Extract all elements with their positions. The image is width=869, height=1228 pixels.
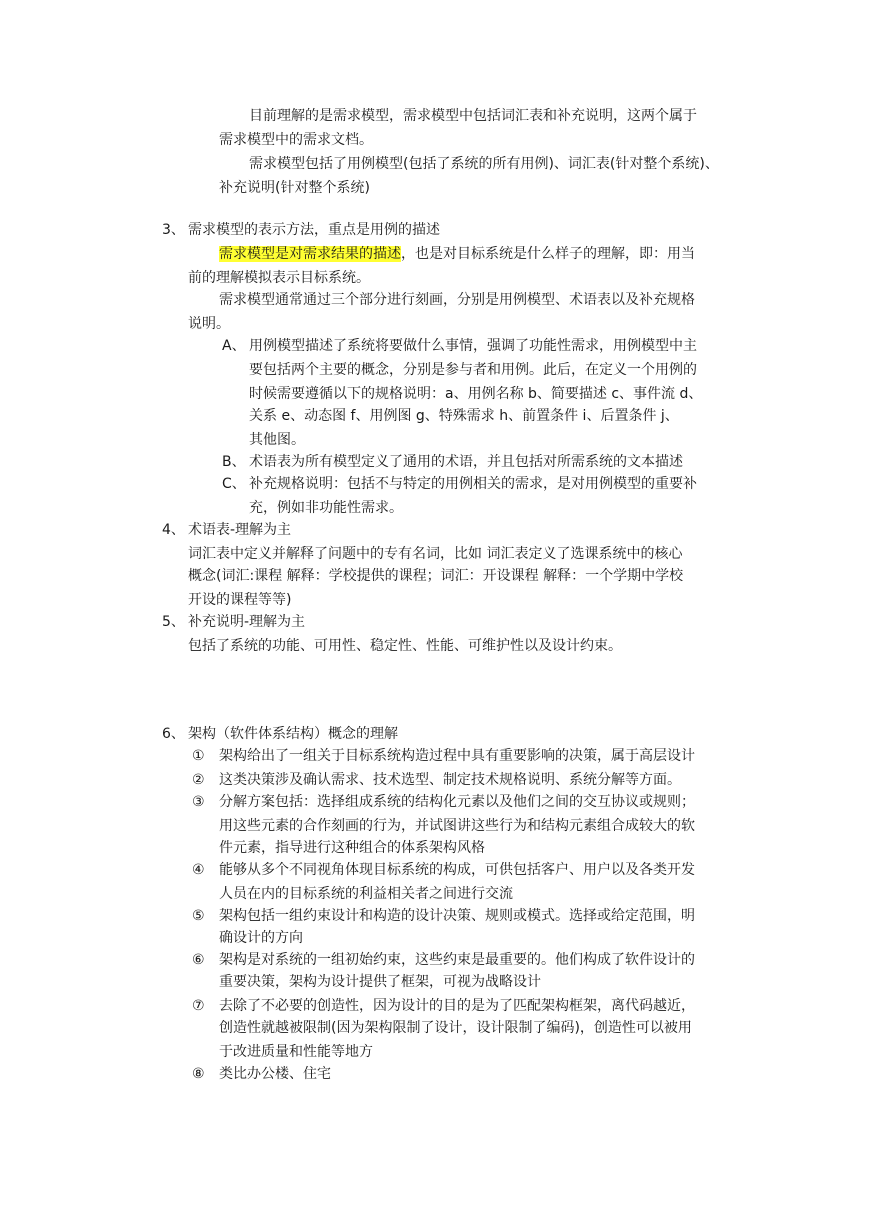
arch-item-line: 创造性就越被限制(因为架构限制了设计，设计限制了编码)，创造性可以被用 [219,1020,692,1036]
section-4-title: 术语表-理解为主 [188,522,292,538]
list-label-b: B、 [222,454,246,470]
section-3-number: 3、 [162,222,185,238]
list-marker-5: ⑤ [192,908,205,924]
arch-item-line: 这类决策涉及确认需求、技术选型、制定技术规格说明、系统分解等方面。 [219,772,681,788]
section-3-title: 需求模型的表示方法，重点是用例的描述 [188,222,440,238]
arch-item-line: 架构是对系统的一组初始约束，这些约束是最重要的。他们构成了软件设计的 [219,952,695,968]
arch-item-line: 用这些元素的合作刻画的行为，并试图讲这些行为和结构元素组合成较大的软 [219,818,695,834]
list-item-c-line: 补充规格说明：包括不与特定的用例相关的需求，是对用例模型的重要补 [249,476,697,492]
list-label-c: C、 [222,476,246,492]
list-marker-7: ⑦ [192,998,205,1014]
list-marker-6: ⑥ [192,952,205,968]
list-item-a-line: 要包括两个主要的概念，分别是参与者和用例。此后，在定义一个用例的 [249,362,697,378]
list-marker-1: ① [192,748,205,764]
arch-item-line: 于改进质量和性能等地方 [219,1044,373,1060]
section-5-title: 补充说明-理解为主 [188,614,306,630]
section-3-p1-rest: ，也是对目标系统是什么样子的理解，即：用当 [401,246,695,262]
section-3-p2-line: 说明。 [188,316,230,332]
list-marker-3: ③ [192,794,205,810]
section-3-p1-line: 前的理解模拟表示目标系统。 [188,270,370,286]
list-label-a: A、 [222,338,246,354]
intro-p1-line: 需求模型中的需求文档。 [219,132,373,148]
section-3-p1-line [219,242,695,266]
arch-item-line: 类比办公楼、住宅 [219,1066,331,1082]
section-5-line: 包括了系统的功能、可用性、稳定性、性能、可维护性以及设计约束。 [188,638,622,654]
section-3-p2-line: 需求模型通常通过三个部分进行刻画，分别是用例模型、术语表以及补充规格 [219,292,695,308]
intro-p1-line: 目前理解的是需求模型，需求模型中包括词汇表和补充说明，这两个属于 [249,108,697,124]
arch-item-line: 分解方案包括：选择组成系统的结构化元素以及他们之间的交互协议或规则； [219,794,695,810]
list-marker-8: ⑧ [192,1066,205,1082]
list-item-a-line: 时候需要遵循以下的规格说明：a、用例名称 b、简要描述 c、事件流 d、 [249,386,703,402]
list-item-a-line: 关系 e、动态图 f、用例图 g、特殊需求 h、前置条件 i、后置条件 j、 [249,408,679,424]
list-item-a-line: 用例模型描述了系统将要做什么事情，强调了功能性需求，用例模型中主 [249,338,697,354]
arch-item-line: 人员在内的目标系统的利益相关者之间进行交流 [219,886,513,902]
arch-item-line: 件元素，指导进行这种组合的体系架构风格 [219,840,485,856]
list-marker-2: ② [192,772,205,788]
section-4-line: 词汇表中定义并解释了问题中的专有名词，比如 词汇表定义了选课系统中的核心 [188,546,683,562]
intro-p2-line: 补充说明(针对整个系统) [219,180,370,196]
list-item-b-line: 术语表为所有模型定义了通用的术语，并且包括对所需系统的文本描述 [249,454,683,470]
section-4-line: 概念(词汇:课程 解释：学校提供的课程；词汇：开设课程 解释：一个学期中学校 [188,568,684,584]
arch-item-line: 架构包括一组约束设计和构造的设计决策、规则或模式。选择或给定范围，明 [219,908,695,924]
list-item-a-line: 其他图。 [249,432,305,448]
arch-item-line: 架构给出了一组关于目标系统构造过程中具有重要影响的决策，属于高层设计 [219,748,695,764]
section-6-number: 6、 [162,726,185,742]
section-4-number: 4、 [162,522,185,538]
list-marker-4: ④ [192,862,205,878]
highlighted-text: 需求模型是对需求结果的描述 [219,246,401,262]
section-5-number: 5、 [162,614,185,630]
arch-item-line: 能够从多个不同视角体现目标系统的构成，可供包括客户、用户以及各类开发 [219,862,695,878]
arch-item-line: 去除了不必要的创造性，因为设计的目的是为了匹配架构框架，离代码越近， [219,998,695,1014]
arch-item-line: 确设计的方向 [219,930,303,946]
intro-p2-line: 需求模型包括了用例模型(包括了系统的所有用例)、词汇表(针对整个系统)、 [249,156,719,172]
list-item-c-line: 充，例如非功能性需求。 [249,500,403,516]
section-6-title: 架构（软件体系结构）概念的理解 [188,726,398,742]
section-4-line: 开设的课程等等) [188,592,292,608]
arch-item-line: 重要决策，架构为设计提供了框架，可视为战略设计 [219,974,541,990]
